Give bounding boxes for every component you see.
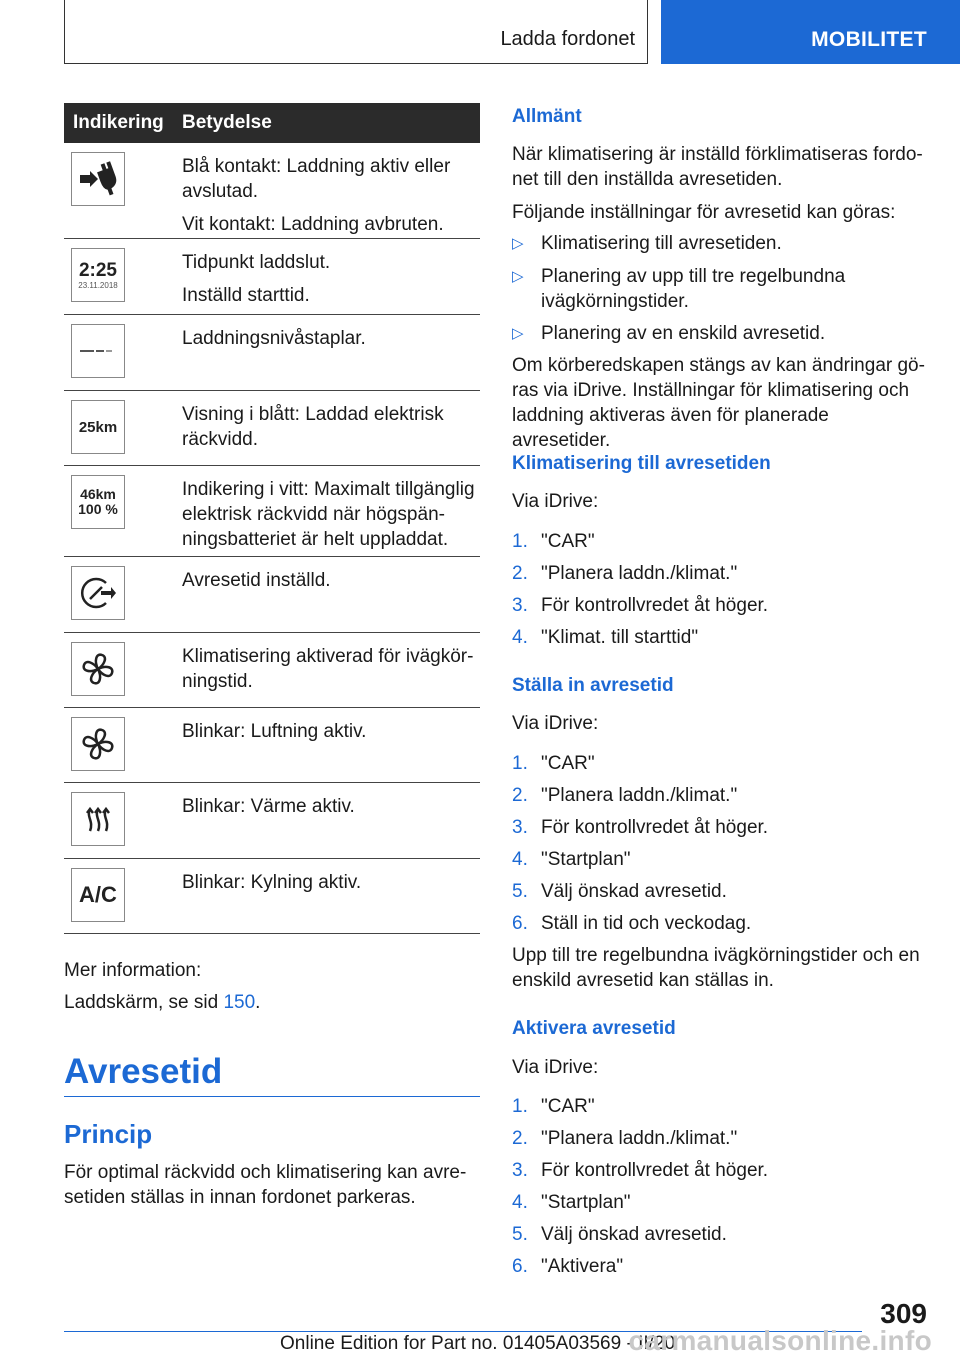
row-text: Tidpunkt laddslut. xyxy=(182,252,331,273)
subheading-allmant: Allmänt xyxy=(512,106,582,127)
step-text: Välj önskad avresetid. xyxy=(541,881,727,902)
allmant-paragraph-3: Om körberedskapen stängs av kan ändringar göras via iDrive. Inställningar för klimatisering och laddning aktiveras även för planerade avresetider. xyxy=(512,355,925,451)
table-row xyxy=(64,466,480,557)
list-item xyxy=(512,231,932,256)
step-number: 3. xyxy=(512,817,528,838)
bullet-text: Klimatisering till avresetiden. xyxy=(541,233,782,254)
table-row xyxy=(64,783,480,859)
table-row xyxy=(64,859,480,934)
list-item xyxy=(512,561,932,586)
step-number: 1. xyxy=(512,1096,528,1117)
table-row xyxy=(64,708,480,783)
table-row xyxy=(64,391,480,466)
list-item xyxy=(512,751,932,776)
row-text: Klimatisering aktiverad för ivägkörningstid. xyxy=(182,646,474,692)
bullet-triangle-icon: ▷ xyxy=(512,325,524,342)
indicator-table xyxy=(64,103,480,934)
footer-edition: Online Edition for Part no. 01405A03569 - II/20 xyxy=(280,1333,676,1354)
list-item xyxy=(512,911,932,936)
step-text: "Planera laddn./klimat." xyxy=(541,563,738,584)
list-item xyxy=(512,625,932,650)
step-number: 6. xyxy=(512,1256,528,1277)
subheading-princip: Princip xyxy=(64,1119,153,1149)
table-row xyxy=(64,239,480,315)
step-text: "Klimat. till starttid" xyxy=(541,627,699,648)
list-item xyxy=(512,783,932,808)
step-text: För kontrollvredet åt höger. xyxy=(541,595,769,616)
step-text: Ställ in tid och veckodag. xyxy=(541,913,752,934)
table-header xyxy=(64,103,480,143)
list-item xyxy=(512,1222,932,1247)
row-text: Avresetid inställd. xyxy=(182,570,331,591)
row-text: Indikering i vitt: Maximalt tillgänglig elektrisk räckvidd när högspänningsbatteriet är helt uppladdat. xyxy=(182,479,475,550)
list-item xyxy=(512,879,932,904)
watermark: carmanualsonline.info xyxy=(628,1325,932,1356)
heat-icon xyxy=(71,792,125,846)
icon-ac-text: A/C xyxy=(79,882,117,907)
step-text: "Planera laddn./klimat." xyxy=(541,785,738,806)
icon-time-text: 2:25 xyxy=(78,259,117,281)
subheading-klimatisering: Klimatisering till avresetiden xyxy=(512,453,771,474)
icon-percent-text: 100 % xyxy=(78,501,118,517)
step-text: "Aktivera" xyxy=(541,1256,624,1277)
table-row xyxy=(64,143,480,239)
bullet-triangle-icon: ▷ xyxy=(512,268,524,285)
row-text: Vit kontakt: Laddning avbruten. xyxy=(182,214,444,235)
icon-range-text: 25km xyxy=(78,418,118,436)
more-info-ref xyxy=(64,990,480,1015)
row-text: Laddningsnivåstaplar. xyxy=(182,328,366,349)
bullet-text: Planering av en enskild avresetid. xyxy=(541,323,826,344)
header-betydelse: Betydelse xyxy=(182,112,272,133)
via-idrive-label: Via iDrive: xyxy=(512,713,599,734)
table-row xyxy=(64,557,480,633)
step-number: 4. xyxy=(512,1192,528,1213)
list-item xyxy=(512,321,932,346)
more-info-ref-suffix: . xyxy=(255,992,261,1013)
bullet-text: Planering av upp till tre regelbundna ivägkörningstider. xyxy=(541,266,846,312)
header-section-box xyxy=(64,0,648,64)
step-number: 2. xyxy=(512,563,528,584)
step-text: "CAR" xyxy=(541,531,595,552)
clock-time-display-icon xyxy=(71,248,125,302)
row-text: Inställd starttid. xyxy=(182,285,310,306)
step-text: "Startplan" xyxy=(541,849,631,870)
charge-level-bars-icon xyxy=(71,324,125,378)
allmant-paragraph-1: När klimatisering är inställd förklimatiseras fordonet till den inställda avresetiden. xyxy=(512,144,923,190)
fan-icon xyxy=(71,642,125,696)
step-number: 5. xyxy=(512,881,528,902)
list-item xyxy=(512,264,912,314)
row-text: Blinkar: Luftning aktiv. xyxy=(182,721,367,742)
list-item xyxy=(512,1158,932,1183)
ac-icon xyxy=(71,868,125,922)
list-item xyxy=(512,529,932,554)
step-number: 5. xyxy=(512,1224,528,1245)
step-number: 1. xyxy=(512,753,528,774)
step-text: "Planera laddn./klimat." xyxy=(541,1128,738,1149)
page-link-150[interactable]: 150 xyxy=(223,992,256,1013)
step-text: För kontrollvredet åt höger. xyxy=(541,817,769,838)
charging-plug-icon xyxy=(71,152,125,206)
row-text: Blinkar: Värme aktiv. xyxy=(182,796,355,817)
subheading-stalla: Ställa in avresetid xyxy=(512,675,674,696)
table-row xyxy=(64,633,480,708)
step-number: 2. xyxy=(512,785,528,806)
heading-rule xyxy=(64,1096,480,1097)
step-number: 2. xyxy=(512,1128,528,1149)
step-number: 3. xyxy=(512,1160,528,1181)
bullet-triangle-icon: ▷ xyxy=(512,235,524,252)
step-number: 6. xyxy=(512,913,528,934)
section-title: Ladda fordonet xyxy=(500,28,635,50)
more-info-label: Mer information: xyxy=(64,960,202,981)
row-text: Blinkar: Kylning aktiv. xyxy=(182,872,362,893)
allmant-paragraph-2: Följande inställningar för avresetid kan göras: xyxy=(512,202,896,223)
row-text: Visning i blått: Laddad elektrisk räckvidd. xyxy=(182,404,444,450)
via-idrive-label: Via iDrive: xyxy=(512,491,599,512)
list-item xyxy=(512,593,932,618)
more-info-ref-text: Laddskärm, se sid xyxy=(64,992,224,1013)
step-text: För kontrollvredet åt höger. xyxy=(541,1160,769,1181)
step-number: 1. xyxy=(512,531,528,552)
list-item xyxy=(512,1094,932,1119)
step-text: "Startplan" xyxy=(541,1192,631,1213)
step-text: "CAR" xyxy=(541,753,595,774)
page-number: 309 xyxy=(880,1298,927,1329)
list-item xyxy=(512,847,932,872)
departure-time-icon xyxy=(71,566,125,620)
list-item xyxy=(512,1190,932,1215)
stalla-note: Upp till tre regelbundna ivägkörningstider och en enskild avresetid kan ställas in. xyxy=(512,945,920,991)
section-heading-avresetid: Avresetid xyxy=(64,1052,223,1091)
range-km-icon xyxy=(71,400,125,454)
row-text: Blå kontakt: Laddning aktiv eller avslutad. xyxy=(182,156,451,202)
icon-range-text: 46km xyxy=(80,486,116,503)
chapter-tab-label: MOBILITET xyxy=(811,28,927,51)
list-item xyxy=(512,815,932,840)
via-idrive-label: Via iDrive: xyxy=(512,1057,599,1078)
step-text: Välj önskad avresetid. xyxy=(541,1224,727,1245)
step-number: 4. xyxy=(512,849,528,870)
chapter-tab xyxy=(661,0,960,64)
icon-date-text: 23.11.2018 xyxy=(78,280,118,290)
table-row xyxy=(64,315,480,391)
fan-blinking-icon xyxy=(71,717,125,771)
step-number: 4. xyxy=(512,627,528,648)
list-item xyxy=(512,1254,932,1279)
step-number: 3. xyxy=(512,595,528,616)
subheading-aktivera: Aktivera avresetid xyxy=(512,1018,676,1039)
range-percent-icon xyxy=(71,475,125,529)
step-text: "CAR" xyxy=(541,1096,595,1117)
list-item xyxy=(512,1126,932,1151)
header-indikering: Indikering xyxy=(73,112,164,133)
princip-text: För optimal räckvidd och klimatisering kan avresetiden ställas in innan fordonet parkeras. xyxy=(64,1162,467,1208)
